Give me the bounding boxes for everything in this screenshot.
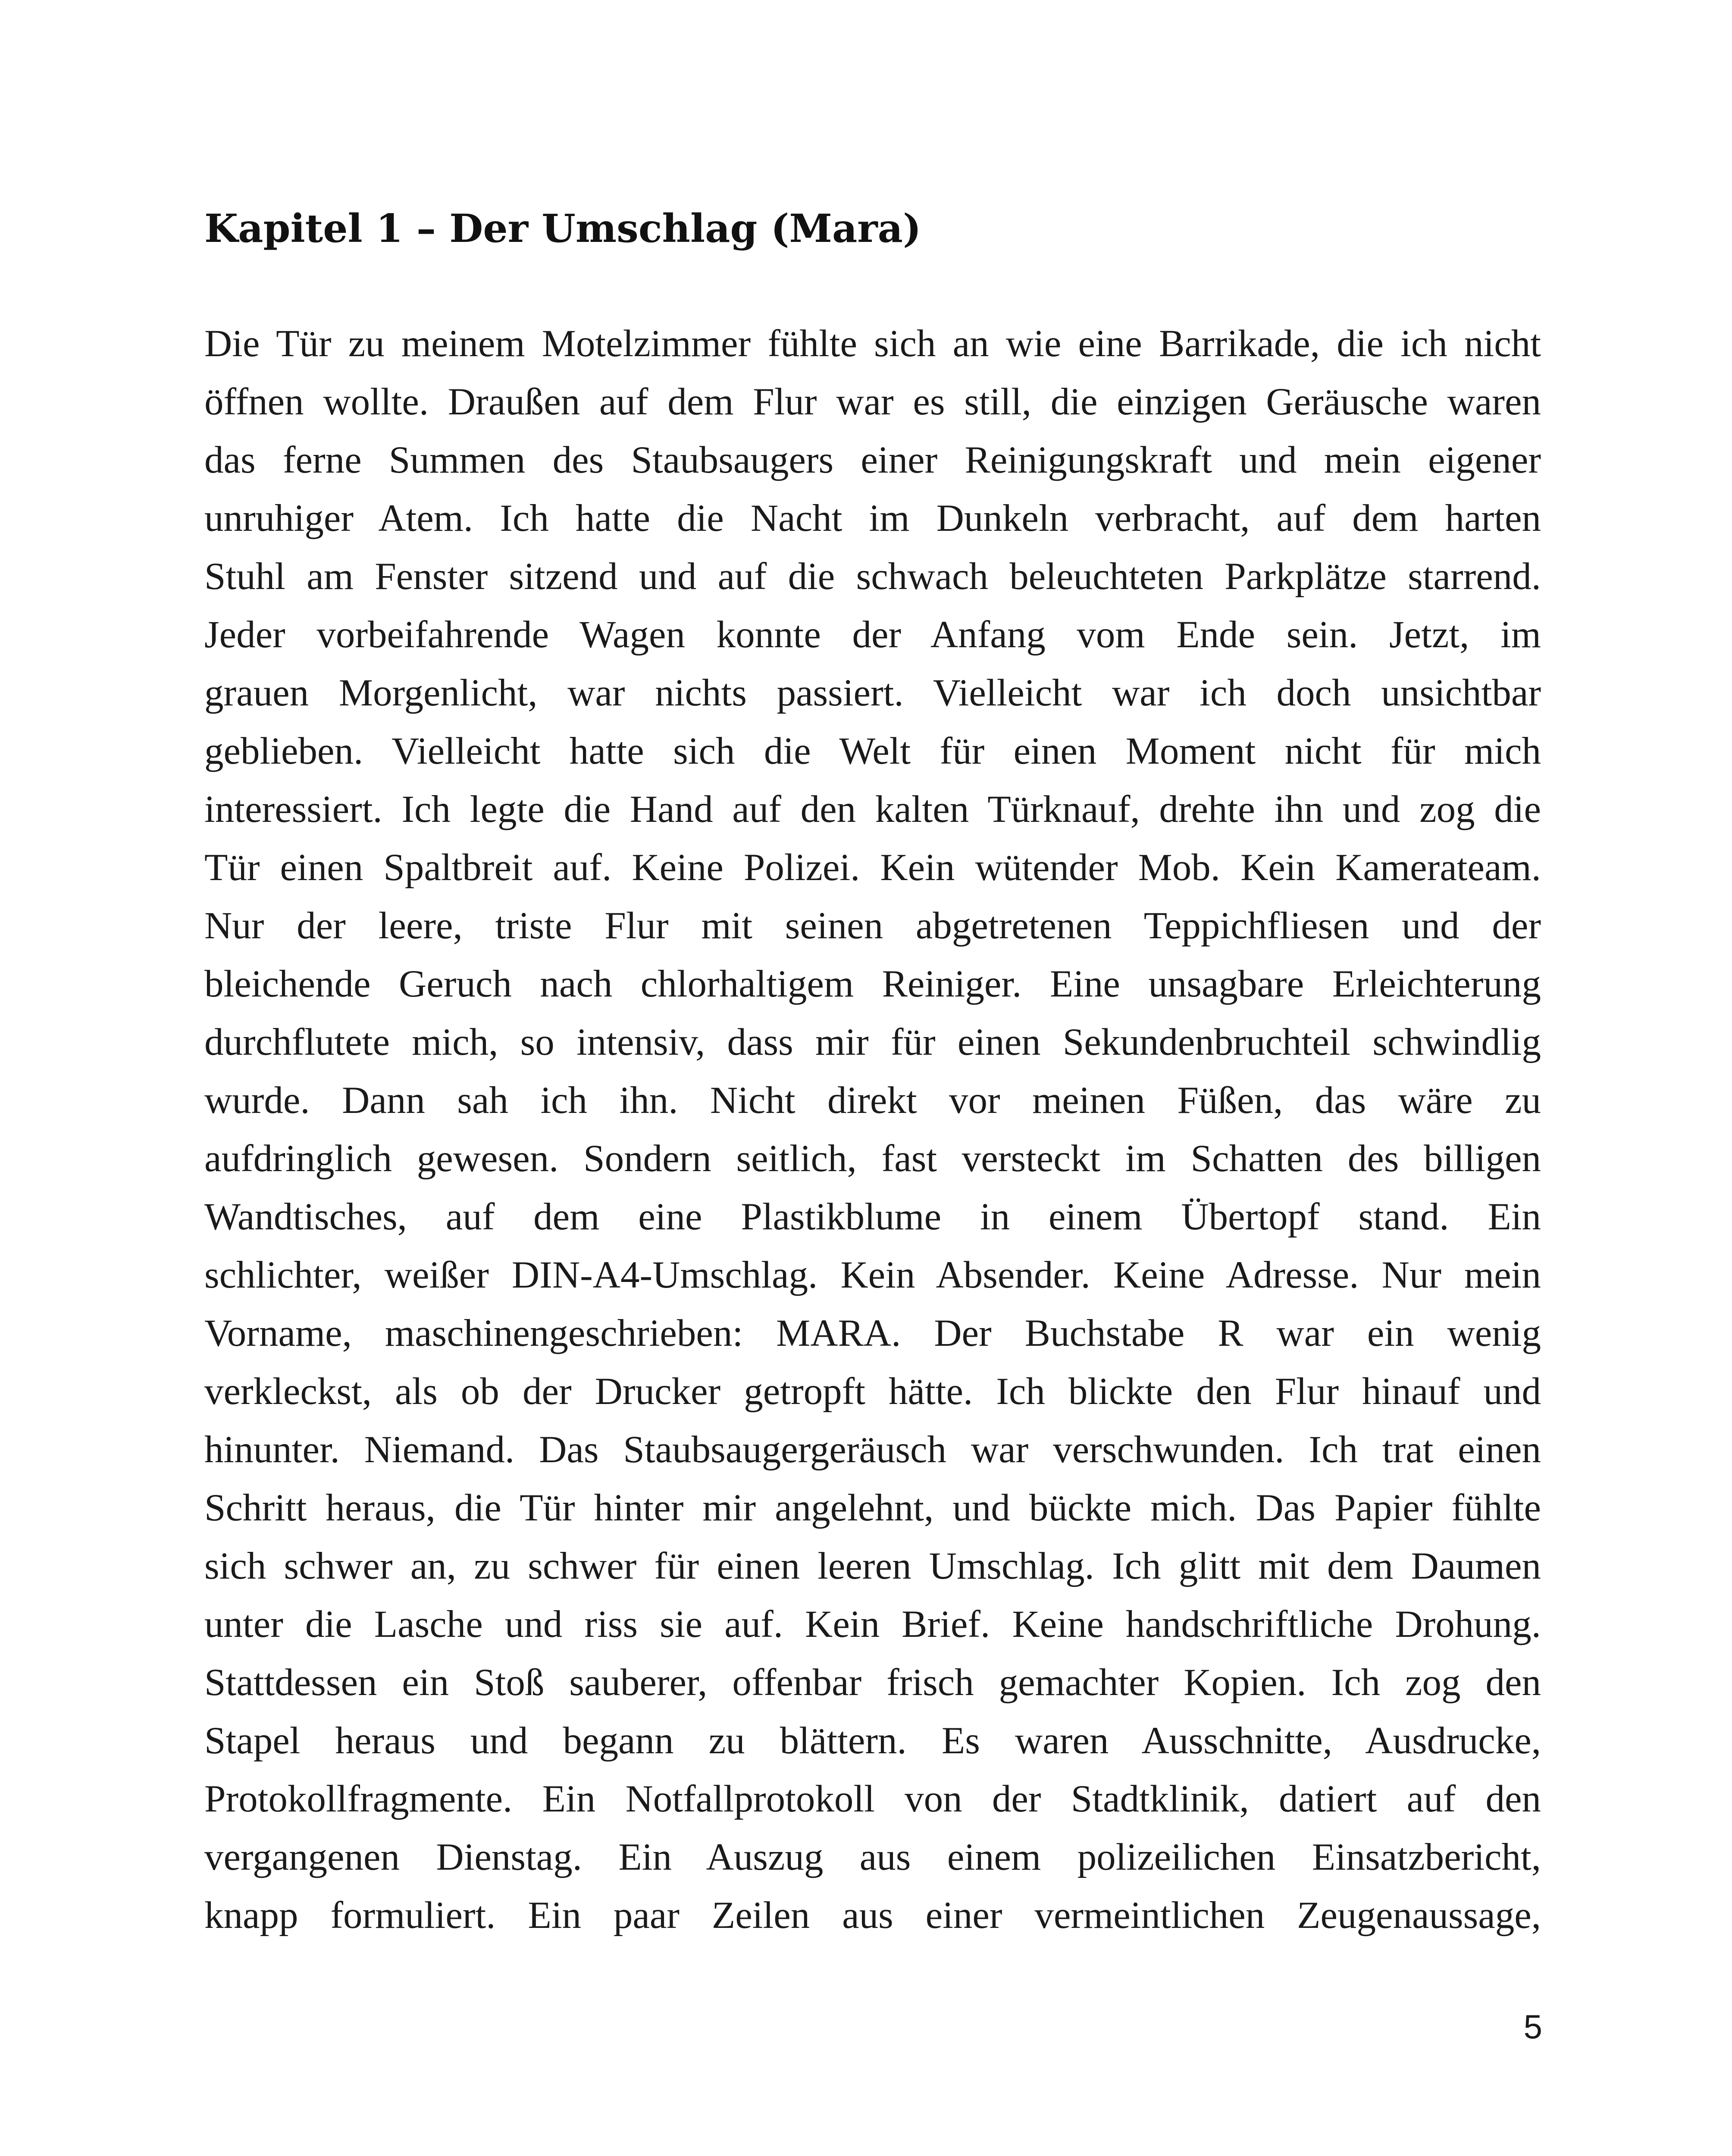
text-line: schlichter, weißer DIN-A4-Umschlag. Kein Absender. Keine Adresse. Nur mein <box>204 1254 1541 1296</box>
text-line: sich schwer an, zu schwer für einen leeren Umschlag. Ich glitt mit dem Daumen <box>204 1545 1541 1587</box>
text-line: wurde. Dann sah ich ihn. Nicht direkt vor meinen Füßen, das wäre zu <box>204 1079 1541 1122</box>
text-line: bleichende Geruch nach chlorhaltigem Reiniger. Eine unsagbare Erleichterung <box>204 963 1541 1005</box>
text-line: Nur der leere, triste Flur mit seinen abgetretenen Teppichfliesen und der <box>204 905 1541 947</box>
text-line: Schritt heraus, die Tür hinter mir angelehnt, und bückte mich. Das Papier fühlte <box>204 1487 1541 1529</box>
text-line: aufdringlich gewesen. Sondern seitlich, fast versteckt im Schatten des billigen <box>204 1138 1541 1180</box>
text-line: Tür einen Spaltbreit auf. Keine Polizei. Kein wütender Mob. Kein Kamerateam. <box>204 846 1541 889</box>
text-line: Stapel heraus und begann zu blättern. Es waren Ausschnitte, Ausdrucke, <box>204 1720 1541 1762</box>
page-number: 5 <box>1523 2008 1542 2046</box>
text-line: das ferne Summen des Staubsaugers einer Reinigungskraft und mein eigener <box>204 439 1541 481</box>
chapter-title: Kapitel 1 – Der Umschlag (Mara) <box>204 206 921 251</box>
text-line: öffnen wollte. Draußen auf dem Flur war es still, die einzigen Geräusche waren <box>204 381 1541 423</box>
text-line: interessiert. Ich legte die Hand auf den kalten Türknauf, drehte ihn und zog die <box>204 788 1541 830</box>
text-line: hinunter. Niemand. Das Staubsaugergeräusch war verschwunden. Ich trat einen <box>204 1429 1541 1471</box>
text-line: unter die Lasche und riss sie auf. Kein Brief. Keine handschriftliche Drohung. <box>204 1603 1541 1645</box>
text-line: Stattdessen ein Stoß sauberer, offenbar frisch gemachter Kopien. Ich zog den <box>204 1661 1541 1704</box>
text-line: knapp formuliert. Ein paar Zeilen aus einer vermeintlichen Zeugenaussage, <box>204 1894 1541 1937</box>
text-line: grauen Morgenlicht, war nichts passiert. Vielleicht war ich doch unsichtbar <box>204 672 1541 714</box>
text-line: Vorname, maschinengeschrieben: MARA. Der Buchstabe R war ein wenig <box>204 1312 1541 1354</box>
text-line: Jeder vorbeifahrende Wagen konnte der Anfang vom Ende sein. Jetzt, im <box>204 614 1541 656</box>
text-line: verkleckst, als ob der Drucker getropft hätte. Ich blickte den Flur hinauf und <box>204 1370 1541 1413</box>
text-line: Die Tür zu meinem Motelzimmer fühlte sich an wie eine Barrikade, die ich nicht <box>204 323 1541 365</box>
text-line: geblieben. Vielleicht hatte sich die Welt für einen Moment nicht für mich <box>204 730 1541 772</box>
text-line: durchflutete mich, so intensiv, dass mir für einen Sekundenbruchteil schwindlig <box>204 1021 1541 1063</box>
body-text <box>204 315 1541 1945</box>
text-line: Wandtisches, auf dem eine Plastikblume in einem Übertopf stand. Ein <box>204 1196 1541 1238</box>
text-line: Protokollfragmente. Ein Notfallprotokoll von der Stadtklinik, datiert auf den <box>204 1778 1541 1820</box>
text-line: unruhiger Atem. Ich hatte die Nacht im Dunkeln verbracht, auf dem harten <box>204 497 1541 539</box>
text-line: vergangenen Dienstag. Ein Auszug aus einem polizeilichen Einsatzbericht, <box>204 1836 1541 1878</box>
text-line: Stuhl am Fenster sitzend und auf die schwach beleuchteten Parkplätze starrend. <box>204 555 1541 598</box>
